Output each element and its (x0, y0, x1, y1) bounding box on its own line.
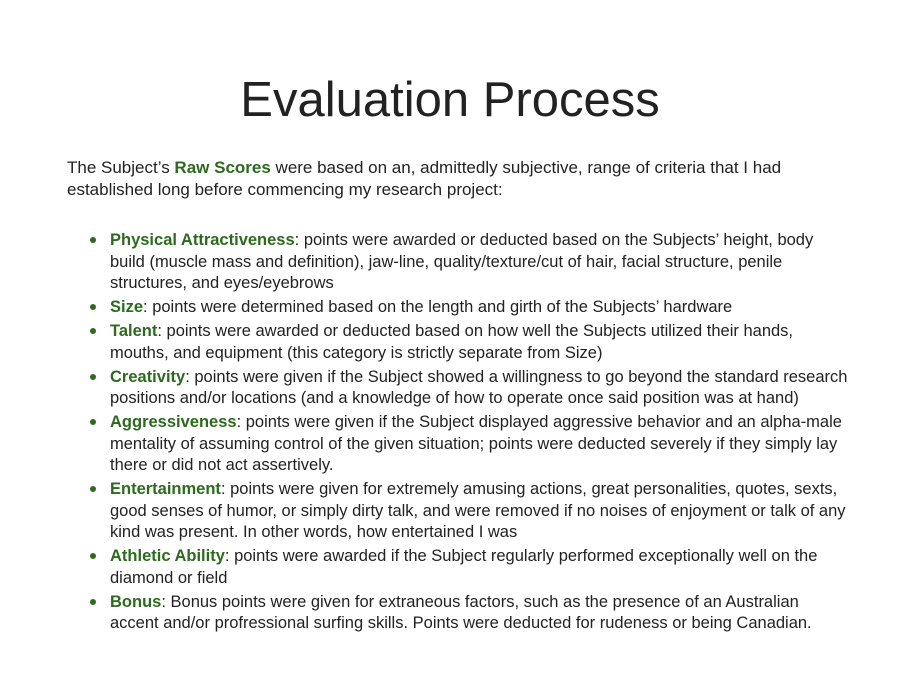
criterion-text: : Bonus points were given for extraneous factors, such as the presence of an Australian accent and/or profressional surfing skills. Points were deducted for rudeness or being Canadian. (110, 592, 812, 632)
list-item (110, 412, 850, 477)
bullet-icon (90, 599, 96, 605)
list-item (110, 321, 850, 364)
intro-paragraph (67, 157, 847, 201)
list-item (110, 297, 850, 319)
criterion-term: Entertainment (110, 480, 221, 498)
criterion-text: : points were awarded if the Subject regularly performed exceptionally well on the diamond or field (110, 547, 818, 587)
criterion-term: Talent (110, 322, 158, 340)
bullet-icon (90, 553, 96, 559)
criterion-text: : points were given for extremely amusing actions, great personalities, quotes, sexts, good senses of humor, or simply dirty talk, and were removed if no noises of enjoyment or talk of any kind was present. In other words, how entertained I was (110, 480, 846, 541)
bullet-icon (90, 237, 96, 243)
bullet-icon (90, 374, 96, 380)
criteria-list (110, 230, 850, 637)
criterion-text: : points were given if the Subject displayed aggressive behavior and an alpha-male mentality of assuming control of the given situation; points were deducted severely if they simply lay there or did not act assertively. (110, 413, 842, 474)
criterion-term: Creativity (110, 367, 186, 386)
bullet-icon (90, 419, 96, 425)
list-item (110, 479, 850, 544)
bullet-icon (90, 304, 96, 310)
criterion-term: Size (110, 298, 144, 316)
criterion-term: Physical Attractiveness (110, 231, 295, 249)
criterion-text: : points were determined based on the length and girth of the Subjects’ hardware (143, 298, 733, 316)
intro-text-after: were based on an, admittedly subjective, range of criteria that I had established long before commencing my research project: (67, 158, 782, 199)
bullet-icon (90, 486, 96, 492)
criterion-term: Aggressiveness (110, 413, 237, 431)
list-item (110, 367, 850, 410)
list-item (110, 230, 850, 295)
criterion-text: : points were awarded or deducted based on the Subjects’ height, body build (muscle mass and definition), jaw-line, quality/texture/cut of hair, facial structure, penile structures, and eyes/eyebrows (110, 231, 814, 292)
criterion-term: Athletic Ability (110, 547, 225, 565)
list-item (110, 546, 850, 589)
criterion-text: : points were awarded or deducted based on how well the Subjects utilized their hands, mouths, and equipment (this category is strictly separate from Size) (110, 322, 794, 362)
list-item (110, 592, 850, 635)
intro-text-before: The Subject’s (67, 158, 175, 177)
bullet-icon (90, 328, 96, 334)
criterion-term: Bonus (110, 592, 162, 611)
criterion-text: : points were given if the Subject showed a willingness to go beyond the standard research positions and/or locations (and a knowledge of how to operate once said position was at hand) (110, 367, 848, 407)
intro-highlight: Raw Scores (174, 158, 271, 177)
page-title: Evaluation Process (240, 73, 660, 127)
